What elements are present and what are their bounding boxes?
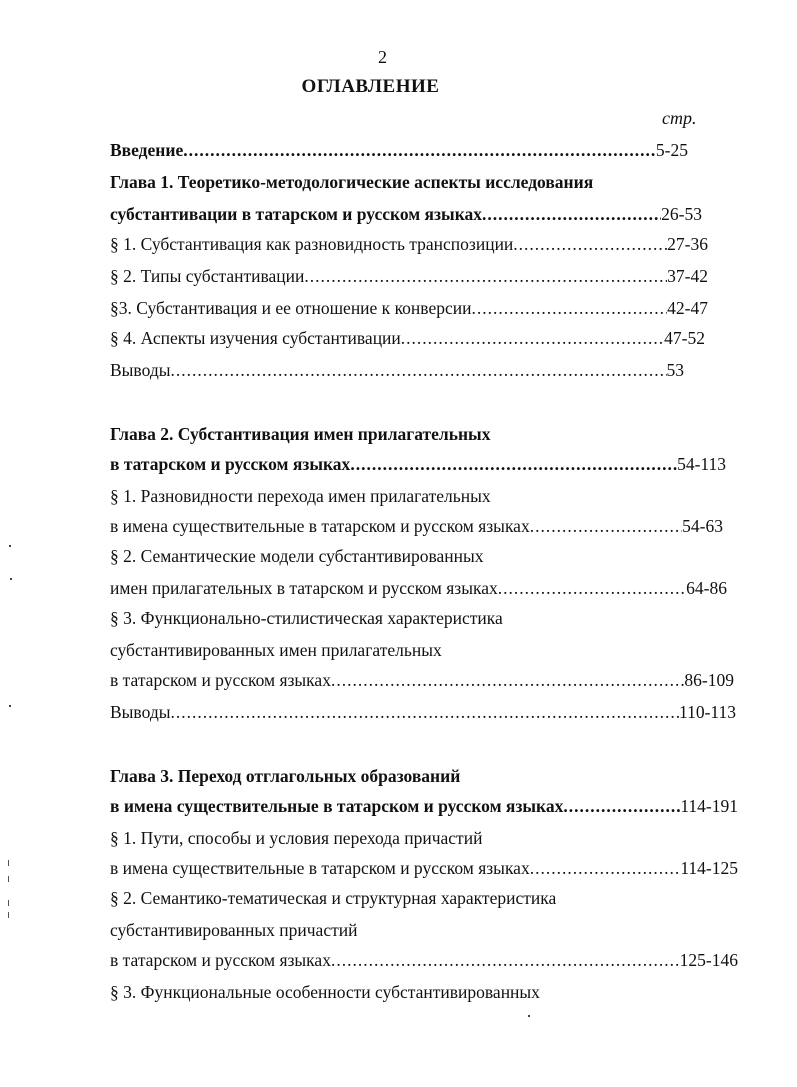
toc-section-2-3-cont2: в татарском и русском языках ..... 86-109 [110,670,734,690]
toc-section-2-3-cont: субстантивированных имен прилагательных [110,640,442,660]
page-column-label: стр. [662,108,697,128]
scan-speck [9,705,11,707]
toc-section-1-1: § 1. Субстантивация как разновидность транспозиции ..... 27-36 [110,234,708,254]
toc-section-2-2: § 2. Семантические модели субстантивированных [110,546,484,566]
toc-section-3-2-cont2: в татарском и русском языках ..... 125-146 [110,950,738,970]
toc-section-1-2: § 2. Типы субстантивации ..... 37-42 [110,266,708,286]
scan-mark [8,860,12,866]
toc-entry-introduction: Введение ..... 5-25 [110,140,688,160]
toc-conclusions-1: Выводы ..... 53 [110,360,684,380]
toc-section-1-3: §3. Субстантивация и ее отношение к конверсии ..... 42-47 [110,298,708,318]
toc-section-2-1: § 1. Разновидности перехода имен прилагательных [110,486,491,506]
toc-section-1-4: § 4. Аспекты изучения субстантивации ..... 47-52 [110,328,705,348]
document-title: ОГЛАВЛЕНИЕ [301,76,440,97]
toc-chapter-3-heading: Глава 3. Переход отглагольных образований [110,766,461,786]
toc-chapter-1-heading: Глава 1. Теоретико-методологические аспекты исследования [110,172,594,192]
toc-conclusions-2: Выводы ..... 110-113 [110,702,736,722]
scan-speck [528,1015,530,1017]
scan-speck [9,545,11,547]
toc-chapter-1-heading-cont: субстантивации в татарском и русском языках ..... 26-53 [110,204,702,224]
toc-section-2-3: § 3. Функционально-стилистическая характеристика [110,608,503,628]
toc-chapter-2-heading: Глава 2. Субстантивация имен прилагательных [110,424,491,444]
scan-mark [8,876,12,882]
toc-section-3-2: § 2. Семантико-тематическая и структурная характеристика [110,888,557,908]
toc-section-3-3: § 3. Функциональные особенности субстантивированных [110,982,540,1002]
scan-mark [8,900,12,906]
toc-section-3-2-cont: субстантивированных причастий [110,920,358,940]
toc-chapter-2-heading-cont: в татарском и русском языках ..... 54-113 [110,454,726,474]
toc-section-3-1: § 1. Пути, способы и условия перехода причастий [110,828,483,848]
toc-chapter-3-heading-cont: в имена существительные в татарском и русском языках ..... 114-191 [110,796,738,816]
scan-speck [10,578,12,580]
toc-section-2-2-cont: имен прилагательных в татарском и русском языках ..... 64-86 [110,578,727,598]
toc-section-3-1-cont: в имена существительные в татарском и русском языках ..... 114-125 [110,858,738,878]
toc-section-2-1-cont: в имена существительные в татарском и русском языках ..... 54-63 [110,516,723,536]
page-number: 2 [378,47,387,67]
scan-mark [8,912,12,918]
